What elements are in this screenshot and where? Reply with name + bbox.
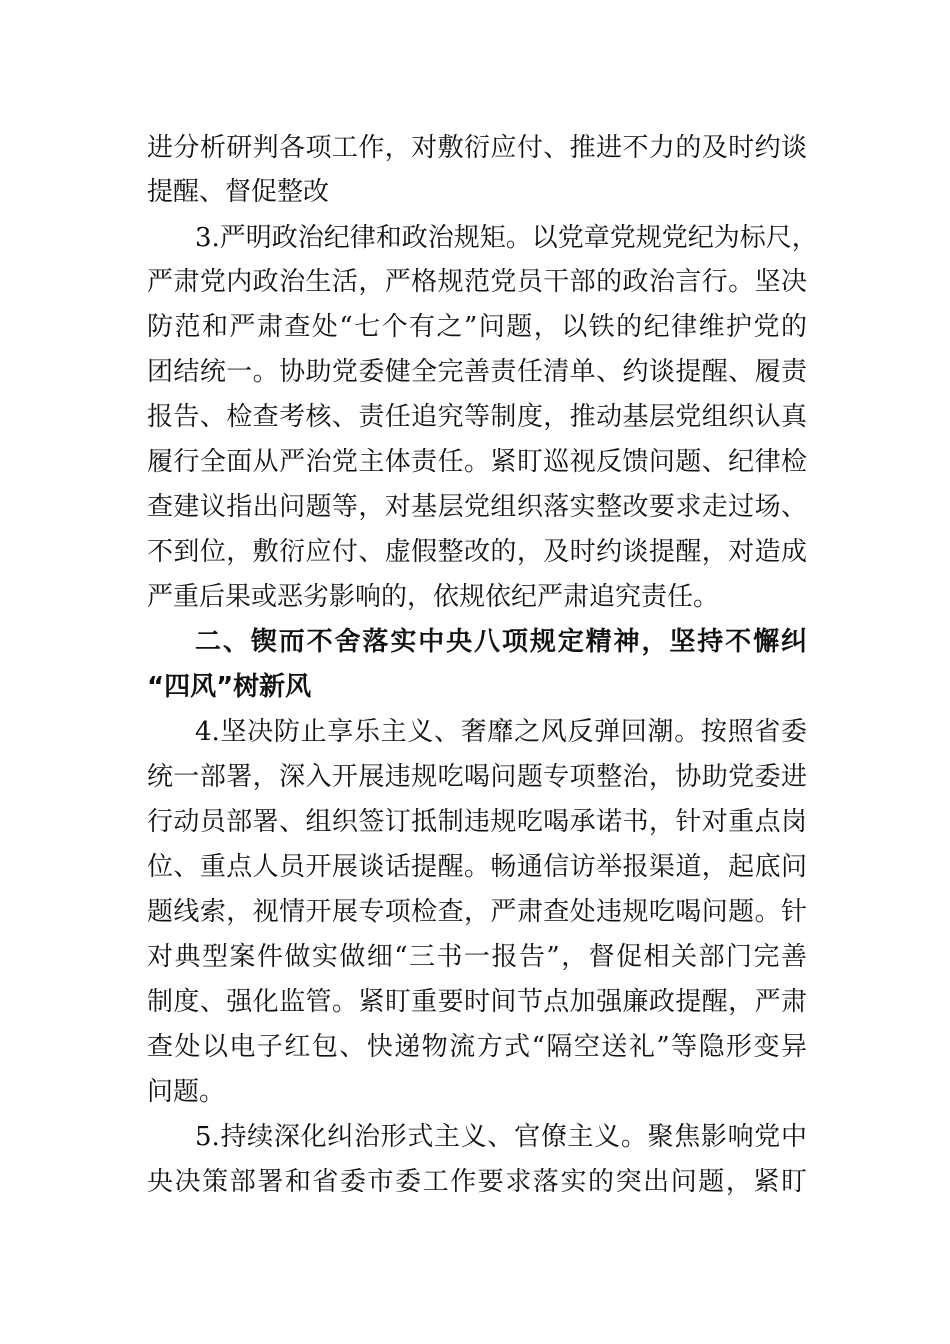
paragraph-line: 问题。 xyxy=(147,1077,226,1107)
paragraph-line: 5.持续深化纠治形式主义、官僚主义。聚焦影响党中 xyxy=(195,1122,807,1152)
paragraph-line: 不到位，敷衍应付、虚假整改的，及时约谈提醒，对造成 xyxy=(147,537,807,567)
paragraph-line: 统一部署，深入开展违规吃喝问题专项整治，协助党委进 xyxy=(147,762,807,792)
paragraph-line: 提醒、督促整改 xyxy=(147,177,330,207)
paragraph-line: 制度、强化监管。紧盯重要时间节点加强廉政提醒，严肃 xyxy=(147,987,807,1017)
paragraph-line: 3.严明政治纪律和政治规矩。以党章党规党纪为标尺， xyxy=(195,223,818,253)
paragraph-line: 防范和严肃查处“七个有之”问题，以铁的纪律维护党的 xyxy=(147,312,807,342)
paragraph-line: 位、重点人员开展谈话提醒。畅通信访举报渠道，起底问 xyxy=(147,852,807,882)
section-heading-line: 二、锲而不舍落实中央八项规定精神，坚持不懈纠 xyxy=(195,627,807,657)
paragraph-line: 央决策部署和省委市委工作要求落实的突出问题，紧盯 xyxy=(147,1167,807,1197)
paragraph-line: 题线索，视情开展专项检查，严肃查处违规吃喝问题。针 xyxy=(147,897,807,927)
paragraph-line: 4.坚决防止享乐主义、奢靡之风反弹回潮。按照省委 xyxy=(195,717,807,747)
paragraph-line: 严肃党内政治生活，严格规范党员干部的政治言行。坚决 xyxy=(147,267,807,297)
paragraph-line: 严重后果或恶劣影响的，依规依纪严肃追究责任。 xyxy=(147,582,720,612)
paragraph-line: 进分析研判各项工作，对敷衍应付、推进不力的及时约谈 xyxy=(147,133,807,163)
paragraph-line: 团结统一。协助党委健全完善责任清单、约谈提醒、履责 xyxy=(147,357,807,387)
section-heading-line: “四风”树新风 xyxy=(147,672,312,702)
paragraph-line: 对典型案件做实做细“三书一报告”，督促相关部门完善 xyxy=(147,942,807,972)
paragraph-line: 报告、检查考核、责任追究等制度，推动基层党组织认真 xyxy=(147,402,807,432)
paragraph-line: 履行全面从严治党主体责任。紧盯巡视反馈问题、纪律检 xyxy=(147,447,807,477)
paragraph-line: 行动员部署、组织签订抵制违规吃喝承诺书，针对重点岗 xyxy=(147,807,807,837)
paragraph-line: 查处以电子红包、快递物流方式“隔空送礼”等隐形变异 xyxy=(147,1032,807,1062)
paragraph-line: 查建议指出问题等，对基层党组织落实整改要求走过场、 xyxy=(147,492,807,522)
